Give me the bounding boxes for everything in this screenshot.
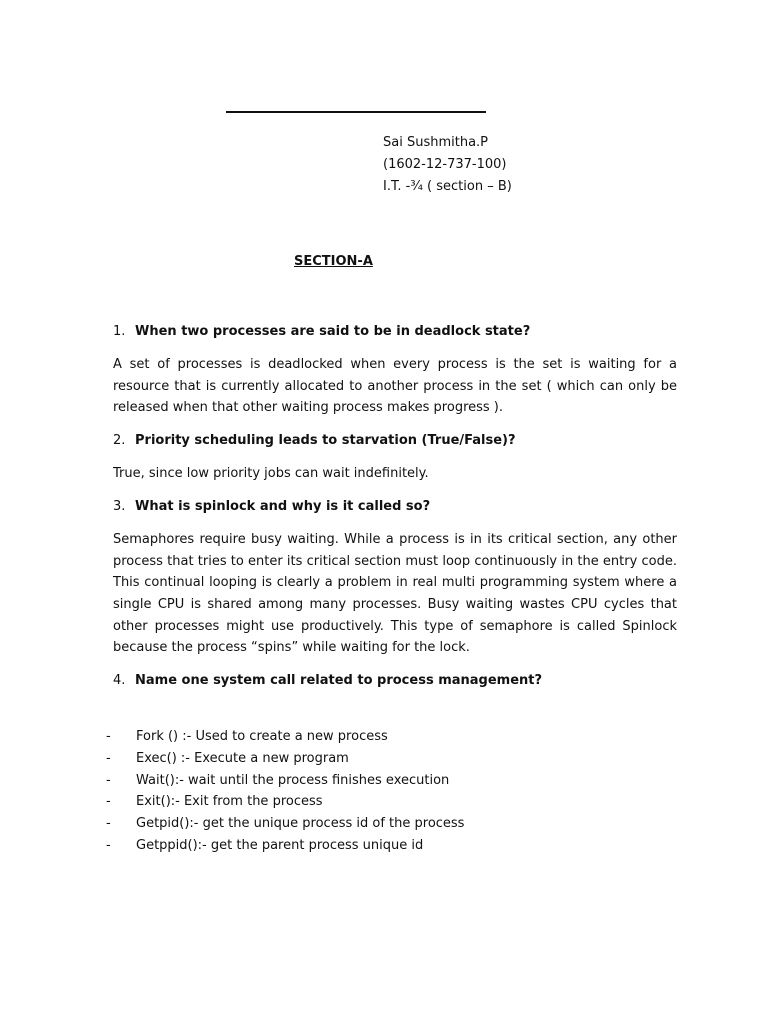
- list-item: [106, 748, 464, 770]
- list-item-text: Wait():- wait until the process finishes execution: [136, 772, 450, 788]
- author-block: [383, 132, 512, 198]
- question-text: When two processes are said to be in deadlock state?: [135, 324, 531, 339]
- system-call-list: [106, 726, 464, 857]
- list-bullet: -: [106, 816, 111, 832]
- answer-3: Semaphores require busy waiting. While a process is in its critical section, any other process that tries to enter its critical section must loop continuously in the entry code. This continual looping is clearly a problem in real multi programming system where a single CPU is shared among many processes. Busy waiting wastes CPU cycles that other processes might use productively. This type of semaphore is called Spinlock because the process “spins” while waiting for the lock.: [113, 531, 677, 656]
- list-item-text: Exit():- Exit from the process: [136, 794, 323, 810]
- question-number: 3.: [113, 498, 126, 514]
- list-item-text: Getppid():- get the parent process unique id: [136, 837, 424, 853]
- list-item: [106, 813, 464, 835]
- list-item: [106, 835, 464, 857]
- list-bullet: -: [106, 772, 111, 788]
- list-bullet: -: [106, 837, 111, 853]
- question-text: Priority scheduling leads to starvation (True/False)?: [135, 433, 516, 449]
- list-item: [106, 791, 464, 813]
- question-4: [113, 671, 677, 691]
- question-text: What is spinlock and why is it called so?: [135, 498, 431, 514]
- author-roll-number: (1602-12-737-100): [383, 157, 507, 172]
- list-bullet: -: [106, 729, 111, 744]
- section-title: SECTION-A: [294, 254, 373, 269]
- answer-2: True, since low priority jobs can wait indefinitely.: [113, 466, 429, 482]
- author-name: Sai Sushmitha.P: [383, 135, 489, 150]
- question-number: 1.: [113, 324, 126, 339]
- list-bullet: -: [106, 794, 111, 810]
- list-item: [106, 770, 464, 792]
- question-number: 4.: [113, 673, 126, 689]
- list-bullet: -: [106, 750, 111, 766]
- question-number: 2.: [113, 433, 126, 449]
- list-item-text: Exec() :- Execute a new program: [136, 750, 349, 766]
- question-3: [113, 497, 677, 517]
- question-1: [113, 322, 677, 342]
- question-2: [113, 431, 677, 451]
- answer-1: A set of processes is deadlocked when every process is the set is waiting for a resource that is currently allocated to another process in the set ( which can only be released when that other waiting process makes progress ).: [113, 357, 677, 416]
- list-item-text: Getpid():- get the unique process id of the process: [136, 816, 465, 832]
- list-item: [106, 726, 464, 748]
- questions-block: [113, 322, 677, 703]
- question-text: Name one system call related to process management?: [135, 673, 543, 689]
- author-class: I.T. -¾ ( section – B): [383, 179, 512, 194]
- list-item-text: Fork () :- Used to create a new process: [136, 729, 388, 744]
- horizontal-rule: [226, 111, 486, 113]
